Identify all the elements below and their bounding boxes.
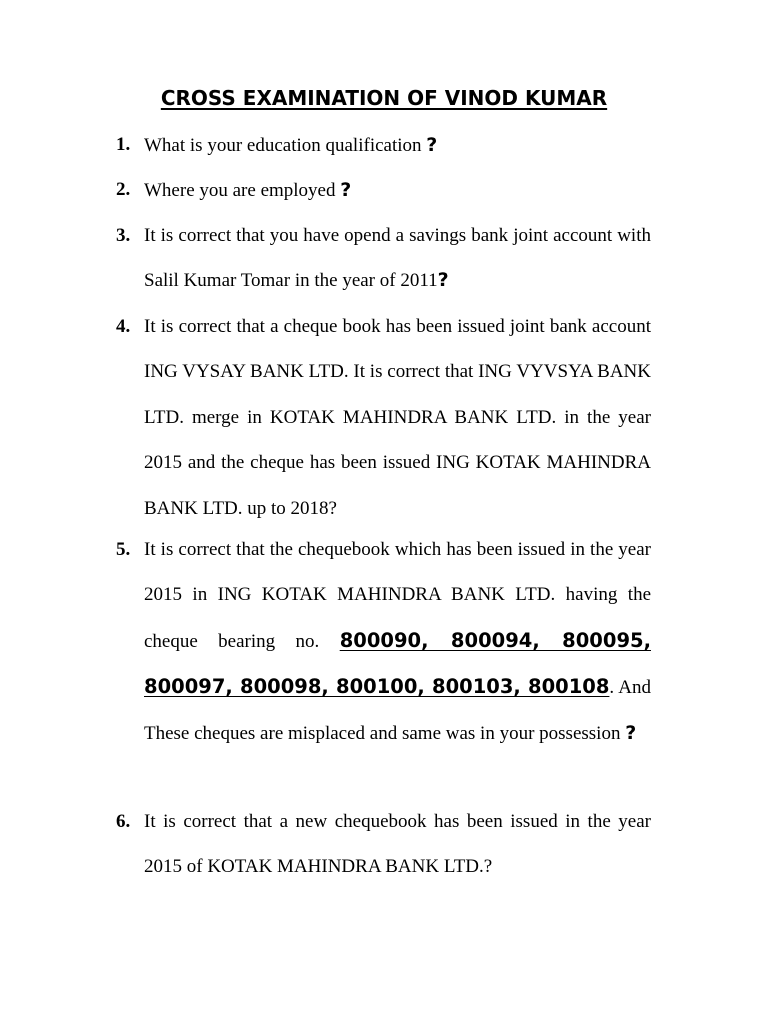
question-6-text: It is correct that a new chequebook has been issued in the year 2015 of KOTAK MAHINDRA BANK LTD.? [144,811,651,878]
document-title: CROSS EXAMINATION OF VINOD KUMAR [160,86,608,110]
question-4 [144,304,651,531]
question-2-number: 2. [116,179,131,200]
question-1-number: 1. [116,134,131,155]
question-3-text: It is correct that you have opend a savings bank joint account with Salil Kumar Tomar in the year of 2011 [144,225,651,292]
question-1-mark: ? [426,134,438,156]
question-2-text: Where you are employed [144,180,336,201]
question-3-mark: ? [437,269,449,292]
question-5-mark: ? [625,721,637,744]
question-5-text-after: . And These cheques are misplaced and same was in your possession [144,677,651,744]
question-1-text: What is your education qualification [144,135,422,156]
question-2-mark: ? [340,179,352,201]
question-5 [144,527,651,756]
question-3-number: 3. [116,225,131,246]
question-6 [144,799,651,890]
question-4-number: 4. [116,316,131,337]
question-3 [144,213,651,304]
question-2 [144,176,651,205]
question-1 [144,131,651,160]
question-4-text: It is correct that a cheque book has been issued joint bank account ING VYSAY BANK LTD. It is correct that ING VYVSYA BANK LTD. merge in KOTAK MAHINDRA BANK LTD. in the year 2015 and the cheque has been issued ING KOTAK MAHINDRA BANK LTD. up to 2018? [144,316,651,519]
question-6-number: 6. [116,811,131,832]
question-5-text-before: It is correct that the chequebook which has been issued in the year 2015 in ING KOTAK MAHINDRA BANK LTD. having the cheque bearing no. [144,539,651,652]
question-5-number: 5. [116,539,131,560]
cheque-numbers: 800090, 800094, 800095, 800097, 800098, 800100, 800103, 800108 [144,628,651,699]
